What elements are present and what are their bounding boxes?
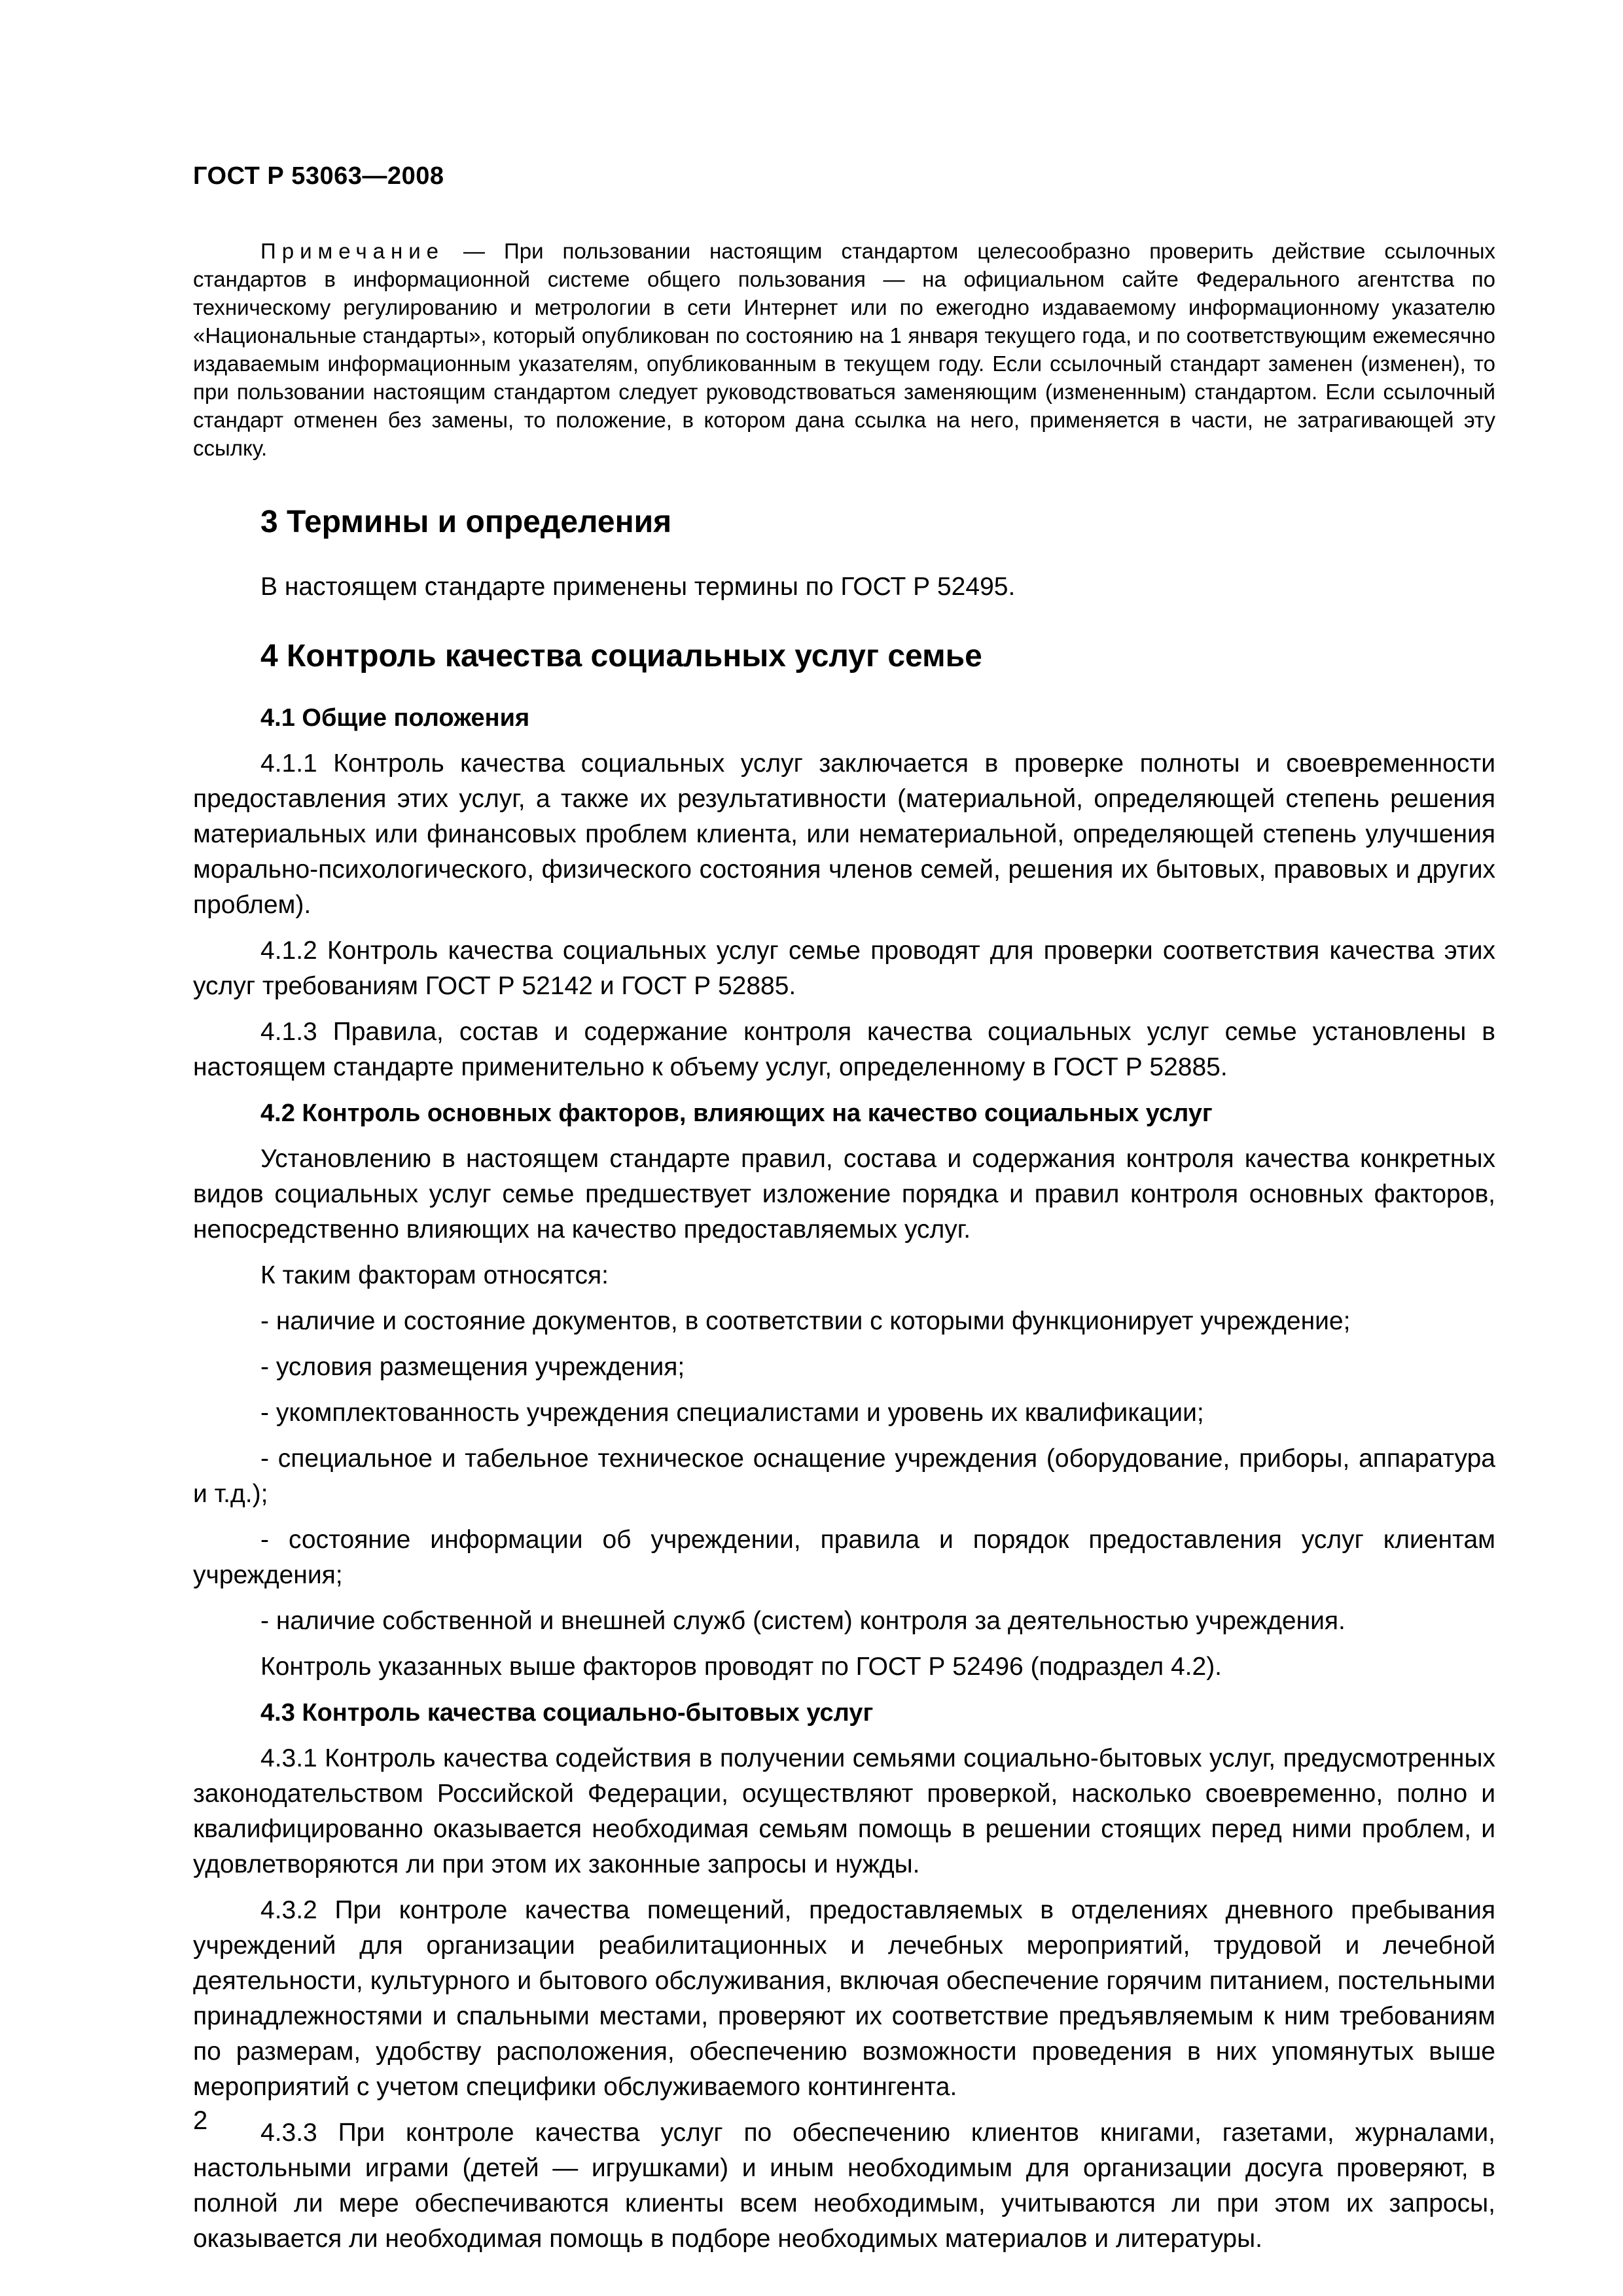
paragraph-4-1-3: 4.1.3 Правила, состав и содержание контроля качества социальных услуг семье установлены в настоящем стандарте применительно к объему услуг, определенному в ГОСТ Р 52885. <box>193 1018 1495 1081</box>
list-item: - наличие и состояние документов, в соответствии с которыми функционирует учреждение; <box>260 1307 1351 1335</box>
list-item: - состояние информации об учреждении, правила и порядок предоставления услуг клиентам учреждения; <box>193 1526 1495 1589</box>
list-item: - специальное и табельное техническое оснащение учреждения (оборудование, приборы, аппаратура и т.д.); <box>193 1444 1495 1508</box>
paragraph-4-3-2: 4.3.2 При контроле качества помещений, предоставляемых в отделениях дневного пребывания учреждений для организации реабилитационных и лечебных мероприятий, трудовой и лечебной деятельности, культурного и бытового обслуживания, включая обеспечение горячим питанием, постельными принадлежностями и спальными местами, проверяют их соответствие предъявляемым к ним требованиям по размерам, удобству расположения, обеспечению возможности проведения в них упомянутых выше мероприятий с учетом специфики обслуживаемого контингента. <box>193 1896 1495 2101</box>
paragraph-4-3-1: 4.3.1 Контроль качества содействия в получении семьями социально-бытовых услуг, предусмотренных законодательством Российской Федерации, осуществляют проверкой, насколько своевременно, полно и квалифицированно оказывается необходимая семьям помощь в решении стоящих перед ними проблем, и удовлетворяются ли при этом их законные запросы и нужды. <box>193 1744 1495 1878</box>
document-header: ГОСТ Р 53063—2008 <box>193 162 444 190</box>
paragraph-4-2-intro: Установлению в настоящем стандарте правил, состава и содержания контроля качества конкретных видов социальных услуг семье предшествует изложение порядка и правил контроля основных факторов, непосредственно влияющих на качество предоставляемых услуг. <box>193 1145 1495 1244</box>
paragraph-4-3-3: 4.3.3 При контроле качества услуг по обеспечению клиентов книгами, газетами, журналами, настольными играми (детей — игрушками) и иным необходимым для организации досуга проверяют, в полной ли мере обеспечиваются клиенты всем необходимым, учитываются ли при этом их запросы, оказывается ли необходимая помощь в подборе необходимых материалов и литературы. <box>193 2119 1495 2253</box>
subsection-4-2-title: 4.2 Контроль основных факторов, влияющих на качество социальных услуг <box>260 1100 1213 1127</box>
subsection-4-1-title: 4.1 Общие положения <box>260 704 530 732</box>
section-4-title: 4 Контроль качества социальных услуг семье <box>260 639 982 673</box>
section-3-text: В настоящем стандарте применены термины по ГОСТ Р 52495. <box>260 573 1016 601</box>
section-3-body <box>193 569 1495 615</box>
subsection-4-3-title: 4.3 Контроль качества социально-бытовых услуг <box>260 1699 874 1727</box>
note-label: Примечание <box>260 239 445 263</box>
paragraph-4-2-closing: Контроль указанных выше факторов проводят по ГОСТ Р 52496 (подраздел 4.2). <box>260 1653 1222 1681</box>
page-number: 2 <box>193 2106 208 2135</box>
section-3-title: 3 Термины и определения <box>260 505 672 539</box>
list-item: - укомплектованность учреждения специалистами и уровень их квалификации; <box>260 1399 1204 1427</box>
note-text: — При пользовании настоящим стандартом целесообразно проверить действие ссылочных стандартов в информационной системе общего пользования — на официальном сайте Федерального агентства по техническому регулированию и метрологии в сети Интернет или по ежегодно издаваемому информационному указателю «Национальные стандарты», который опубликован по состоянию на 1 января текущего года, и по соответствующим ежемесячно издаваемым информационным указателям, опубликованным в текущем году. Если ссылочный стандарт заменен (изменен), то при пользовании настоящим стандартом следует руководствоваться заменяющим (измененным) стандартом. Если ссылочный стандарт отменен без замены, то положение, в котором дана ссылка на него, применяется в части, не затрагивающей эту ссылку. <box>193 239 1495 460</box>
paragraph-4-1-1: 4.1.1 Контроль качества социальных услуг заключается в проверке полноты и своевременности предоставления этих услуг, а также их результативности (материальной, определяющей степень решения материальных или финансовых проблем клиента, или нематериальной, определяющей степень улучшения морально-психологического, физического состояния членов семей, решения их бытовых, правовых и других проблем). <box>193 749 1495 919</box>
paragraph-4-1-2: 4.1.2 Контроль качества социальных услуг семье проводят для проверки соответствия качества этих услуг требованиям ГОСТ Р 52142 и ГОСТ Р 52885. <box>193 937 1495 1000</box>
section-4-body <box>193 700 1495 2267</box>
note-paragraph <box>193 237 1495 462</box>
paragraph-4-2-factors-lead: К таким факторам относятся: <box>260 1261 609 1289</box>
list-item: - наличие собственной и внешней служб (систем) контроля за деятельностью учреждения. <box>260 1607 1346 1635</box>
list-item: - условия размещения учреждения; <box>260 1353 685 1381</box>
